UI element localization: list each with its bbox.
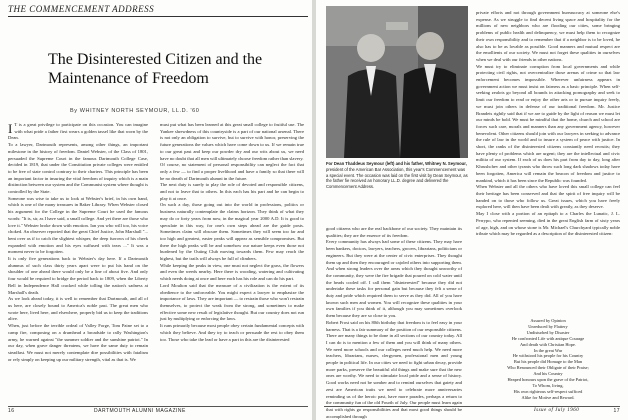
paragraph: good citizens who are the real backbone of our society. They maintain its qualities; they are the essence of its freedom. <box>326 226 462 238</box>
poem-line: In the great War <box>533 347 563 353</box>
left-page <box>0 0 312 420</box>
column-right-2 <box>476 10 620 238</box>
section-heading: THE COMMENCEMENT ADDRESS <box>8 4 155 14</box>
paragraph: We must try to eliminate corruption from local governments and while protecting civil rights, not overcentralize those arenas of crime so that law enforcement becomes impossible. Wherever unfairness appears in government action we must insist on fairness as a basic principle. When self-seeking zealots go beyond all bounds in attacking pornography and seek to limit our freedom to read or enjoy the other arts or to pursue inquiry freely, we must join others in defense of our traditional freedom. Mr. Justice Brandeis rightly said that if we are to guide by the light of reason we must let our minds be bold. We must be mindful that the home, church and school are forces such care, morals and manners than any government agency, however benevolent. Other citizens should join with our lawyers in seeking to advance the rule of law in the world and to insure a system of peace with justice. In short, the ranks of the disinterested citizens constantly need recruits; they have plenty of problems which are urgent; they are the intellectual and civic militia of our system. If each of us does his part from day to day, long after Khrushchev and other tyrants who throw such long dark shadows today have been forgotten, America will remain the beacon of freedom and justice to mankind, which it has been since the Republic was founded. <box>476 63 620 183</box>
article-byline: By WHITNEY NORTH SEYMOUR, LL.D. '60 <box>70 108 200 114</box>
poem-line: His own righteous self-respect sufficed <box>513 388 583 394</box>
epitaph-poem <box>476 318 620 401</box>
paragraph: On such a day, those going out into the world in professions, politics or business naturally contemplate the claims horizon. They think of what they may do or forty years from now, in the magical year 2000 A.D. It is good to speculate in this way, for one's own steps ahead are the guide posts. Sometimes claim will obscure them. Sometimes they will seem too far and too high and greatest, easier peaks will appear as sensible compromises. But there the high peaks will be and somehow our nature keeps even those not burdened by the Outing Club moving towards them. Few may reach the highest, but the trails will always be full of climbers. <box>160 202 304 262</box>
paragraph: It is only five generations back to Webster's day here. If a Dartmouth alumnus of such class thirty years apart were to put his hand on the shoulder of one ahead there would only be a line of about five. And only four would be required to bridge the period back to 1809, when the Liberty Bell in Independence Hall cracked while tolling the nation's sadness at Marshall's death. <box>8 256 148 295</box>
column-right-1 <box>326 226 462 420</box>
paragraph: When, just before the terrible ordeal of Valley Forge, Tom Paine set to a camp fire, composing on a drumhead a broadside to rally Washington's army, he warned against "the summer soldier and the sunshine patriot." In our day, when grave danger threatens, we have the same duty to remain steadfast. We must not merely contemplate dire possibilities with fatalism or rely simply on keeping up our military strength, vital as that is. We <box>8 323 148 362</box>
paragraph: It runs primarily because most people obey certain fundamental concepts with which they believe. And they try to teach or persuade the rest to obey them too. Those who take the lead or have a part in this are the disinterested <box>160 323 304 342</box>
poem-line: Who Renounced their Obligate of their Praise; <box>507 365 589 371</box>
poem-line: He confronted Life with antique Courage <box>511 335 585 341</box>
paragraph: must put what has been learned at this great small college to fruitful use. The Yankee shrewdness of this countryside is a part of our national arsenal. There is not only an obligation to survive, but to survive with honor, preserving the future generations the values which have come down to us. If we remain true to our great past and keep our powder dry and our wits about us, we need have no doubt that all men will ultimately choose freedom rather than slavery. <box>160 122 304 161</box>
page-number-right: 17 <box>613 408 620 414</box>
poem-line: And his Country <box>533 371 563 377</box>
footer-rule-right <box>324 406 620 407</box>
paragraph: When Webster and all the others who have loved this small college can feel their heritage has been conserved and that the spirit of free inquiry will be handed on to those who follow us. Great issues, which you have freely explored here, will then have been dealt with greatly, as they deserve. <box>476 184 620 210</box>
paragraph: I T is a great privilege to participate on this occasion. You can imagine with what pride a father first wears a golden tassel like that worn by the Dean. <box>8 121 148 141</box>
column-left-2 <box>160 122 304 343</box>
paragraph: While keeping the peaks in view, one must not neglect the grass, the flowers and even the weeds nearby. Here there is wooding, watering and cultivating which needs doing at once and here each has his role and can do his part. <box>160 262 304 282</box>
drop-cap: I <box>8 121 13 136</box>
footer-rule <box>8 406 308 407</box>
photo-image <box>326 6 468 158</box>
poem-line: Heaped honours upon the grave of the Patriot, <box>507 377 589 383</box>
poem-line: Assured by Opinion <box>530 318 566 323</box>
paragraph: Lord Moulton said that the measure of a civilization is the extent of its obedience to the unforceable. You might expect a lawyer to emphasize the importance of laws. They are important — to restrain those who won't restrain themselves, to protect the weak from the strong, and sometimes to make effective some new result of legislative thought. But our country does not run just by multiplying or enforcing the laws. <box>160 282 305 322</box>
paragraph: As we look ahead today, it is well to remember that Dartmouth, and all of us here, are closely bound to America's noble past. The great men who wrote here, lived here, and elsewhere, properly bid us to keep the traditions alive. <box>8 296 148 322</box>
photo-father-and-son <box>326 6 468 158</box>
paragraph: To a lawyer, Dartmouth represents, among other things, an important milestone in the history of freedom. Daniel Webster, of the Class of 1801, persuaded the Supreme Court in the famous Dartmouth College Case, decided in 1819, that under the Constitution private colleges were entitled to be free of state control contrary to their charters. This principle has been an important factor in insuring the vital freedom of inquiry which is a main distinction between our system and the Communist system where thought is controlled by the State. <box>8 142 148 195</box>
column-left-1 <box>8 122 148 363</box>
caption-lead: For Dean Thaddeus Seymour (left) and his father, Whitney N. Seymour, <box>326 161 467 166</box>
magazine-name: DARTMOUTH ALUMNI MAGAZINE <box>94 408 186 414</box>
poem-line: To Whom, living, <box>532 382 564 388</box>
poem-line: Alike for Motive and Reward. <box>521 394 575 400</box>
paragraph: Every community has always had some of these citizens. They may have been bankers, doctors, lawyers, teachers, grocers, librarians, politicians or engineers. But they were at the center of civic enterprises. They thought them up and then they encouraged or cajoled others into supporting them. And when strong leaders over the areas which they thought unworthy of the community, they were the fire brigade that poured on cold water until the heads cooled off. I call them "disinterested" because they did not undertake these tasks for personal gain but because they felt a sense of duty and pride which required them to serve as they did. All of you have known such men and women. You will recognize these qualities in your own families if you think of it, although you may sometimes overlook them because they are so close to you. <box>326 239 462 319</box>
paragraph: There are many things to be done in all sections of our country today. All I can do is to mention a few of them and you will think of many others. We need more schools and our colleges need much help. We need more teachers, librarians, nurses, clergymen, professional men and young people in political life. In our cities we need to fight urban decay, provide more parks, preserve the beautiful old things and make sure that the new ones are worthy. We need to stimulate local pride and a sense of history. Good works need not be somber and to remind ourselves that gaiety and zest are American traits we need to celebrate more anniversaries reminding us of the heroic past, have more parades, perhaps a return to the community fun of the old Fourth of July. Our people must learn again that with rights go responsibilities and that most good things should be accomplished through <box>326 333 462 419</box>
header-rule <box>8 16 308 17</box>
paragraph: private efforts and not through government bureaucracy at someone else's expense. As we struggle to find decent living space and hospitality for the millions of new neighbors who are flooding our cities, some bringing problems of public health and delinquency, we must help them to recognize their own responsibility and to remember that if a neighbor is to be loved, he also has to be as lovable as possible. Good manners and mutual respect are the emollients of our society. We must not forget these qualities in ourselves when we deal with our friends in other nations. <box>476 10 620 62</box>
poem-line: He withstood his people for his Country <box>512 353 584 359</box>
issue-date: Issue of July 1960 <box>534 408 580 413</box>
paragraph: Someone was wise to take us to look at Webster's brief, in his own hand, which is one of the many treasures in Baker Library. When Webster closed his argument for the College in the Supreme Court he used the famous words: "It is, sir, as I have said, a small college. And yet there are those who love it." Webster broke down with emotion. Ian you who will too, his voice choked. An observer reported that the great Chief Justice, John Marshall "... bent over as if to catch the slightest whisper, the deep furrows of his cheek expanded with emotion and his eyes suffused with tears ..." It was a moment never to be forgotten. <box>8 195 148 255</box>
page-number: 16 <box>8 408 15 414</box>
poem-line: Unreduced by Flattery <box>528 323 568 329</box>
paragraph: The next duty is surely to play the role of devoted and responsible citizens, and not to leave that to others. In this each has his part and he can begin to play it at once. <box>160 182 304 201</box>
poem-line: And death with Christian Hope. <box>520 341 576 347</box>
paragraph: Robert Frost said on his 80th birthday that freedom is to feel easy in your harness. That is a fair summary of the position of our responsible citizens. <box>326 319 462 332</box>
poem-line: But his people did Homage to the Man <box>513 359 583 365</box>
paragraph: May I close with a portion of an epitaph to a Charles the Lunatic, J. L. Perrypo, who repented seeming, died in the great English farm of sixty years of age, high, and on whose stone is Mr. Michael's Churchyard typically noble tribute which may be regarded as a description of the disinterested citizen: <box>476 211 620 237</box>
poem-line: Undisturbed by Disaster <box>526 329 570 335</box>
caption-text: president of the American Bar Association, this year's Commencement was a special event. The occasion was laid on the first visit by Dean Seymour, as the father fie received an honorary LL.D. degree and delivered the Commencement Address. <box>326 166 468 190</box>
paragraph: Of course, no statement of personal responsibility can neglect the fact that only a few — to find a proper livelihood and have a family so that there will be no dearth of Dartmouth alumni in the future. <box>160 162 304 181</box>
article-title: The Disinterested Citizen and the Maintenance of Freedom <box>48 51 263 87</box>
footer-left <box>8 408 308 417</box>
footer-right <box>324 408 620 417</box>
photo-caption <box>326 161 468 190</box>
